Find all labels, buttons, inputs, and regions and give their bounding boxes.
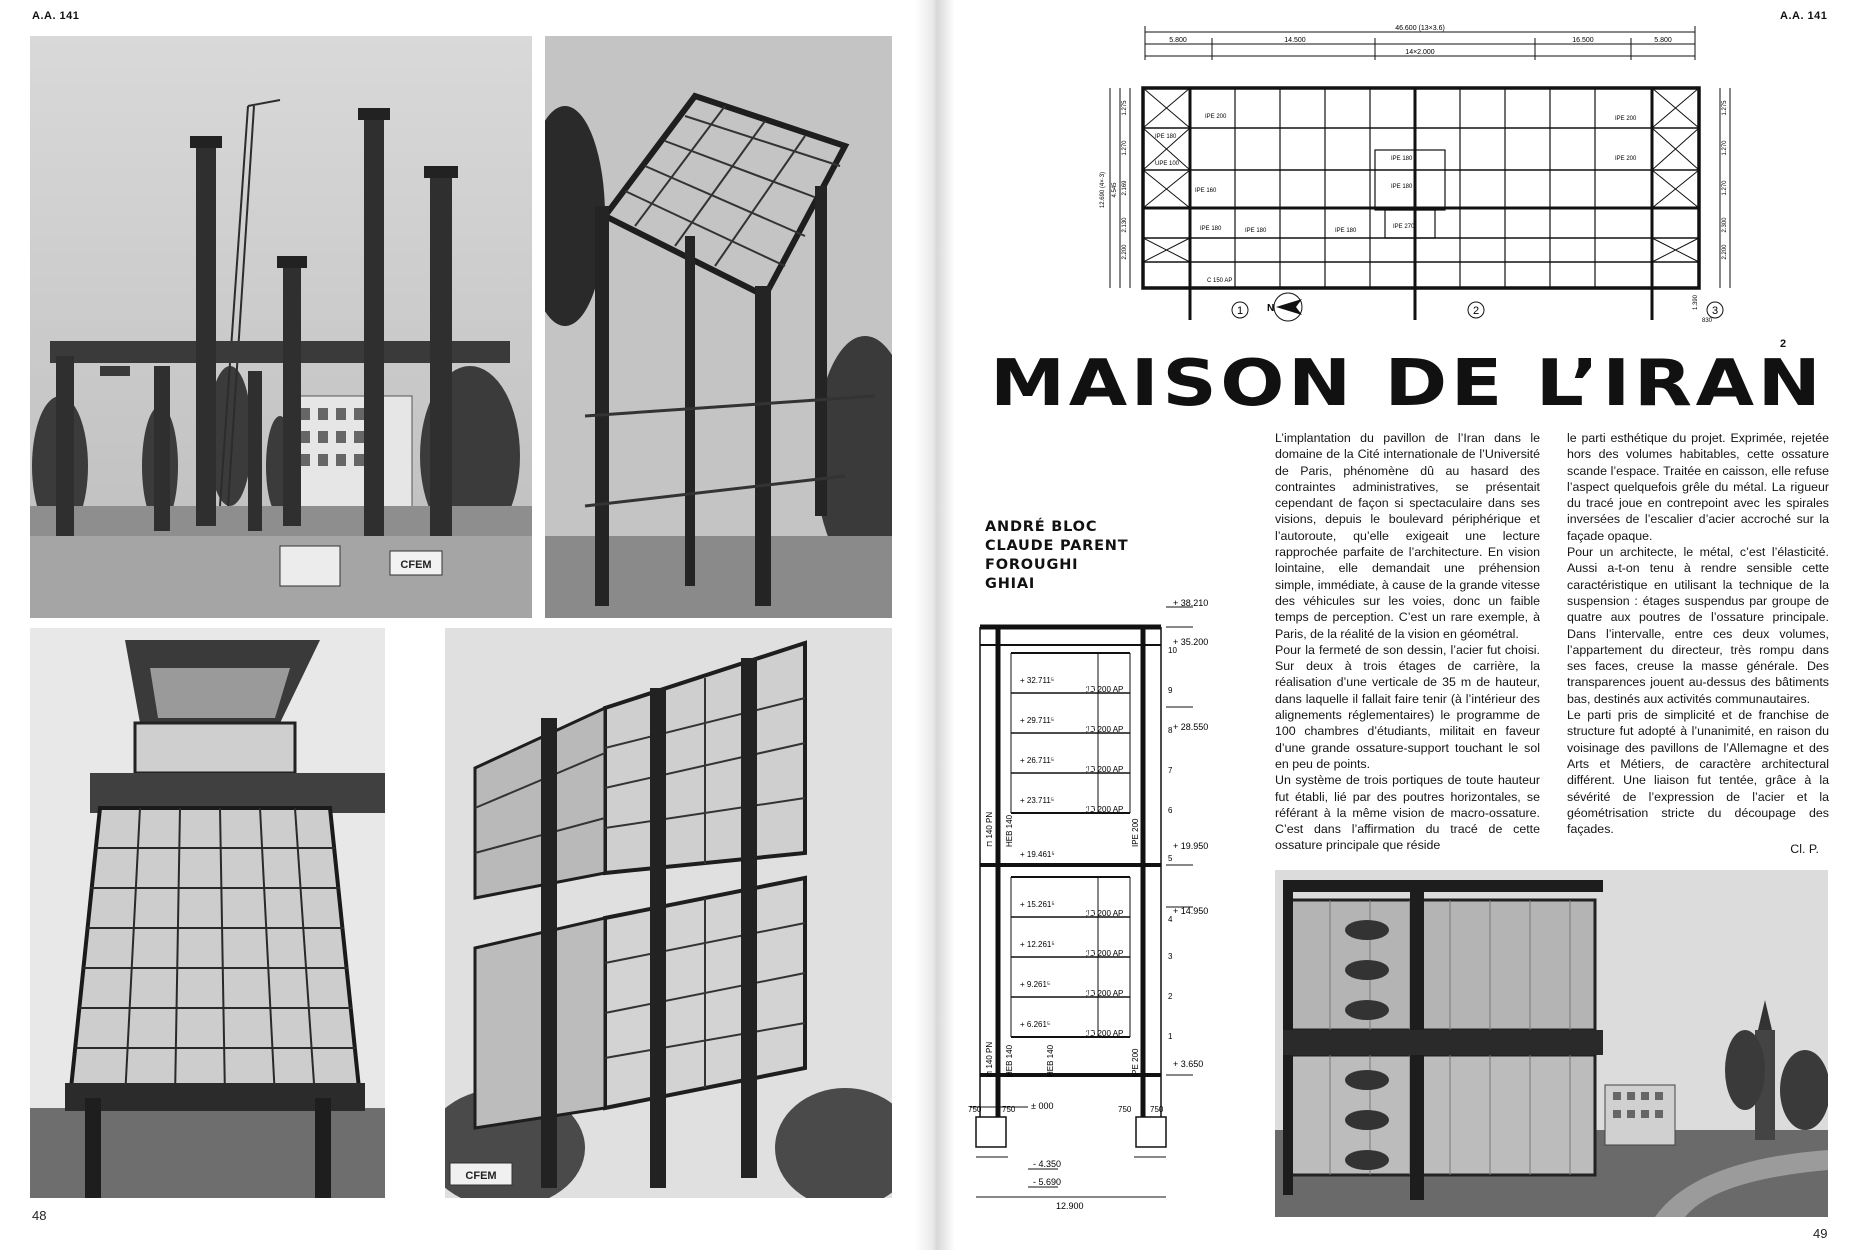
axis-label-3: 3: [1711, 305, 1719, 317]
photo-columns-drawing: [30, 36, 532, 618]
level-1: + 38.210: [1173, 598, 1209, 608]
elev-sub-dim-2: 830: [1702, 318, 1713, 324]
level-4: + 19.950: [1173, 841, 1209, 851]
level-7: ± 000: [1031, 1101, 1054, 1111]
floor-level-1: + 32.711⁵: [1020, 676, 1055, 685]
floor-number-7: 7: [1168, 766, 1173, 775]
author-list: [985, 518, 1128, 594]
article-signature: Cl. P.: [1790, 842, 1819, 857]
paragraph: Pour un architecte, le métal, c’est l’élasticité. Aussi a-t-on tenu à rendre sensible cette caractéristique en utilisant la technique de la suspension : étages suspendus par groupe de quatre aux poutres de l’ossature principale. Dans l’intervalle, entre ces deux volumes, l’appartement du directeur, très rompu dans ses faces, creuse la masse générale. Des transparences jouent au-dessus des bâtiments bas, destinés aux activités communautaires.: [1567, 545, 1829, 706]
section-drawing: [968, 597, 1248, 1217]
elev-label-3: IPE 180: [1391, 184, 1413, 190]
elev-right-dim-3: 1.270: [1722, 180, 1728, 196]
elev-left-dim-4: 2.130: [1122, 217, 1128, 233]
author-name: ANDRÉ BLOC: [985, 519, 1098, 535]
beam-label-6: ℐℑ 200 AP: [1086, 949, 1124, 958]
elev-sub-dim-1: 1.390: [1693, 294, 1699, 310]
bottom-dim-4: 750: [1150, 1105, 1164, 1114]
elevation-drawing: [1095, 20, 1795, 345]
spread-gutter: [915, 0, 955, 1250]
elev-dim-5: 5.800: [1654, 37, 1672, 44]
elev-left-dim-1: 1.275: [1122, 100, 1128, 116]
running-header-right: A.A. 141: [1780, 10, 1828, 22]
elev-label-7: IPE 180: [1200, 226, 1222, 232]
floor-level-4: + 23.711⁵: [1020, 796, 1055, 805]
floor-level-8: + 9.261⁵: [1020, 980, 1051, 989]
elev-label-11: IPE 200: [1615, 116, 1637, 122]
column-label-1: ⊓ 140 PN: [985, 811, 994, 847]
axis-label-1: 1: [1236, 305, 1244, 317]
photo-steel-frame-volumes: [445, 628, 892, 1198]
elev-dim-3: 14×2.000: [1405, 49, 1435, 56]
column-label-3: IPE 200: [1131, 818, 1140, 847]
elev-dim-1: 5.800: [1169, 37, 1187, 44]
elev-dim-4: 16.500: [1572, 37, 1594, 44]
floor-level-6: + 15.261⁵: [1020, 900, 1055, 909]
level-9: - 5.690: [1033, 1177, 1062, 1187]
elev-right-dim-1: 1.275: [1722, 100, 1728, 116]
paragraph: Le parti pris de simplicité et de franchise de structure fut adopté à l’unanimité, en raison du voisinage des pavillons de l’Allemagne et des Arts et Métiers, de caractère architectural différent. Une liaison fut tentée, grâce à la sévérité de l’expression de l’acier et la géométrisation stricte du découpage des façades.: [1567, 708, 1829, 837]
article-column-1: [1275, 430, 1540, 854]
axis-label-2: 2: [1472, 305, 1480, 317]
beam-label-3: ℐℑ 200 AP: [1086, 765, 1124, 774]
photo-steel-frame-side: [30, 628, 385, 1198]
photo-steel-frame-top: [545, 36, 892, 618]
bottom-dim-1: 750: [968, 1105, 982, 1114]
article-column-2: [1567, 430, 1829, 858]
floor-level-9: + 6.261⁵: [1020, 1020, 1051, 1029]
north-label: N: [1267, 303, 1275, 314]
running-header-left: A.A. 141: [32, 10, 80, 22]
photo-completed-drawing: [1275, 870, 1828, 1217]
elev-right-dim-4: 2.300: [1722, 217, 1728, 233]
elev-label-10: IPE 180: [1245, 228, 1267, 234]
bottom-dim-3: 750: [1118, 1105, 1132, 1114]
elev-label-6: IPE 160: [1195, 188, 1217, 194]
level-5: + 14.950: [1173, 906, 1209, 916]
bottom-dim-2: 750: [1002, 1105, 1016, 1114]
column-label-2: HEB 140: [1005, 814, 1014, 847]
column-label-6: HEB 140: [1046, 1044, 1055, 1077]
author-name: FOROUGHI: [985, 557, 1079, 573]
elev-left-dim-6: 4.545: [1112, 182, 1118, 198]
elev-left-total: 12.690 (4×·3): [1100, 171, 1106, 209]
beam-label-5: ℐℑ 200 AP: [1086, 909, 1124, 918]
elev-label-13: C 150 AP: [1207, 278, 1233, 284]
beam-label-2: ℐℑ 200 AP: [1086, 725, 1124, 734]
column-label-4: ⊓ 140 PN: [985, 1041, 994, 1077]
elev-left-dim-5: 2.200: [1122, 244, 1128, 260]
floor-number-4: 4: [1168, 915, 1173, 924]
elev-label-5: IPE 180: [1155, 134, 1177, 140]
elev-dim-2: 14.500: [1284, 37, 1306, 44]
floor-level-5: + 19.461⁵: [1020, 850, 1055, 859]
photo-volumes-drawing: [445, 628, 892, 1198]
floor-level-3: + 26.711⁵: [1020, 756, 1055, 765]
photo-frame-drawing: [545, 36, 892, 618]
floor-number-3: 3: [1168, 952, 1173, 961]
elev-overall-dim: 46.600 (13×3.6): [1395, 25, 1445, 32]
paragraph: L’implantation du pavillon de l’Iran dans le domaine de la Cité internationale de l’Université de Paris, phénomène dû au hasard des contraintes administratives, se présentait cependant de façon si spectaculaire dans ses visions, depuis le boulevard périphérique et l’autoroute, qu’elle exigeait une lecture rapprochée parfaite de l’architecture. En vision lointaine, elle demandait une préhension simple, immédiate, à cause de la grande vitesse des véhicules sur les voies, donc un faible temps de perception. C’est un rare exemple, à Paris, de la réalité de la vision en géométral.: [1275, 431, 1540, 641]
figure-number: 2: [1780, 338, 1787, 350]
floor-level-2: + 29.711⁵: [1020, 716, 1055, 725]
elev-left-dim-2: 1.270: [1122, 140, 1128, 156]
floor-number-9: 9: [1168, 686, 1173, 695]
page-number-left: 48: [32, 1208, 47, 1223]
page-number-right: 49: [1813, 1226, 1828, 1241]
level-3: + 28.550: [1173, 722, 1209, 732]
elev-label-2: IPE 180: [1391, 156, 1413, 162]
column-label-5: HEB 140: [1005, 1044, 1014, 1077]
elev-right-dim-2: 1.270: [1722, 140, 1728, 156]
elev-label-4: UPE 100: [1155, 161, 1180, 167]
paragraph: Pour la fermeté de son dessin, l’acier fut choisi. Sur deux à trois étages de carrière, la réalisation d’une verticale de 35 m de hauteur, dans laquelle il fallait faire tenir (à l’intérieur des alignements réglementaires) le programme de 100 chambres d’étudiants, militait en faveur d’une grande ossature-support touchant le sol en peu de points.: [1275, 642, 1540, 771]
cfem-sign-2: CFEM: [465, 1170, 497, 1182]
author-name: CLAUDE PARENT: [985, 538, 1129, 554]
beam-label-8: ℐℑ 200 AP: [1086, 1029, 1124, 1038]
elev-label-8: IPE 270: [1393, 224, 1415, 230]
elev-left-dim-3: 2.169: [1122, 180, 1128, 196]
elev-label-12: IPE 200: [1615, 156, 1637, 162]
elev-label-1: IPE 200: [1205, 114, 1227, 120]
floor-number-1: 1: [1168, 1032, 1173, 1041]
paragraph: Un système de trois portiques de toute hauteur fut établi, lié par des poutres horizontales, se référant à la même vision de macro-ossature. C’est dans l’affirmation du tracé de cette ossature principale que réside: [1275, 773, 1540, 853]
floor-level-7: + 12.261⁵: [1020, 940, 1055, 949]
elev-right-dim-5: 2.200: [1722, 244, 1728, 260]
beam-label-4: ℐℑ 200 AP: [1086, 805, 1124, 814]
level-6: + 3.650: [1173, 1059, 1204, 1069]
floor-number-8: 8: [1168, 726, 1173, 735]
article-title: MAISON DE L’IRAN: [990, 347, 1825, 421]
overall-width: 12.900: [1056, 1201, 1084, 1211]
beam-label-7: ℐℑ 200 AP: [1086, 989, 1124, 998]
level-8: - 4.350: [1033, 1159, 1062, 1169]
floor-number-6: 6: [1168, 806, 1173, 815]
floor-number-2: 2: [1168, 992, 1173, 1001]
photo-side-drawing: [30, 628, 385, 1198]
photo-construction-columns: [30, 36, 532, 618]
floor-number-5: 5: [1168, 854, 1173, 863]
column-label-7: IPE 200: [1131, 1048, 1140, 1077]
photo-completed-building: [1275, 870, 1828, 1217]
paragraph: le parti esthétique du projet. Exprimée, rejetée hors des volumes habitables, cette ossature scande l’espace. Traitée en caisson, elle refuse l’aspect quelquefois grêle du métal. La rigueur du tracé joue en contrepoint avec les spirales inversées de l’escalier d’acier accroché sur la façade opaque.: [1567, 431, 1829, 543]
floor-number-10: 10: [1168, 646, 1177, 655]
elev-label-9: IPE 180: [1335, 228, 1357, 234]
cfem-sign: CFEM: [400, 559, 432, 571]
author-name: GHIAI: [985, 576, 1036, 592]
level-2: + 35.200: [1173, 637, 1209, 647]
beam-label-1: ℐℑ 200 AP: [1086, 685, 1124, 694]
left-page: [0, 0, 915, 1250]
